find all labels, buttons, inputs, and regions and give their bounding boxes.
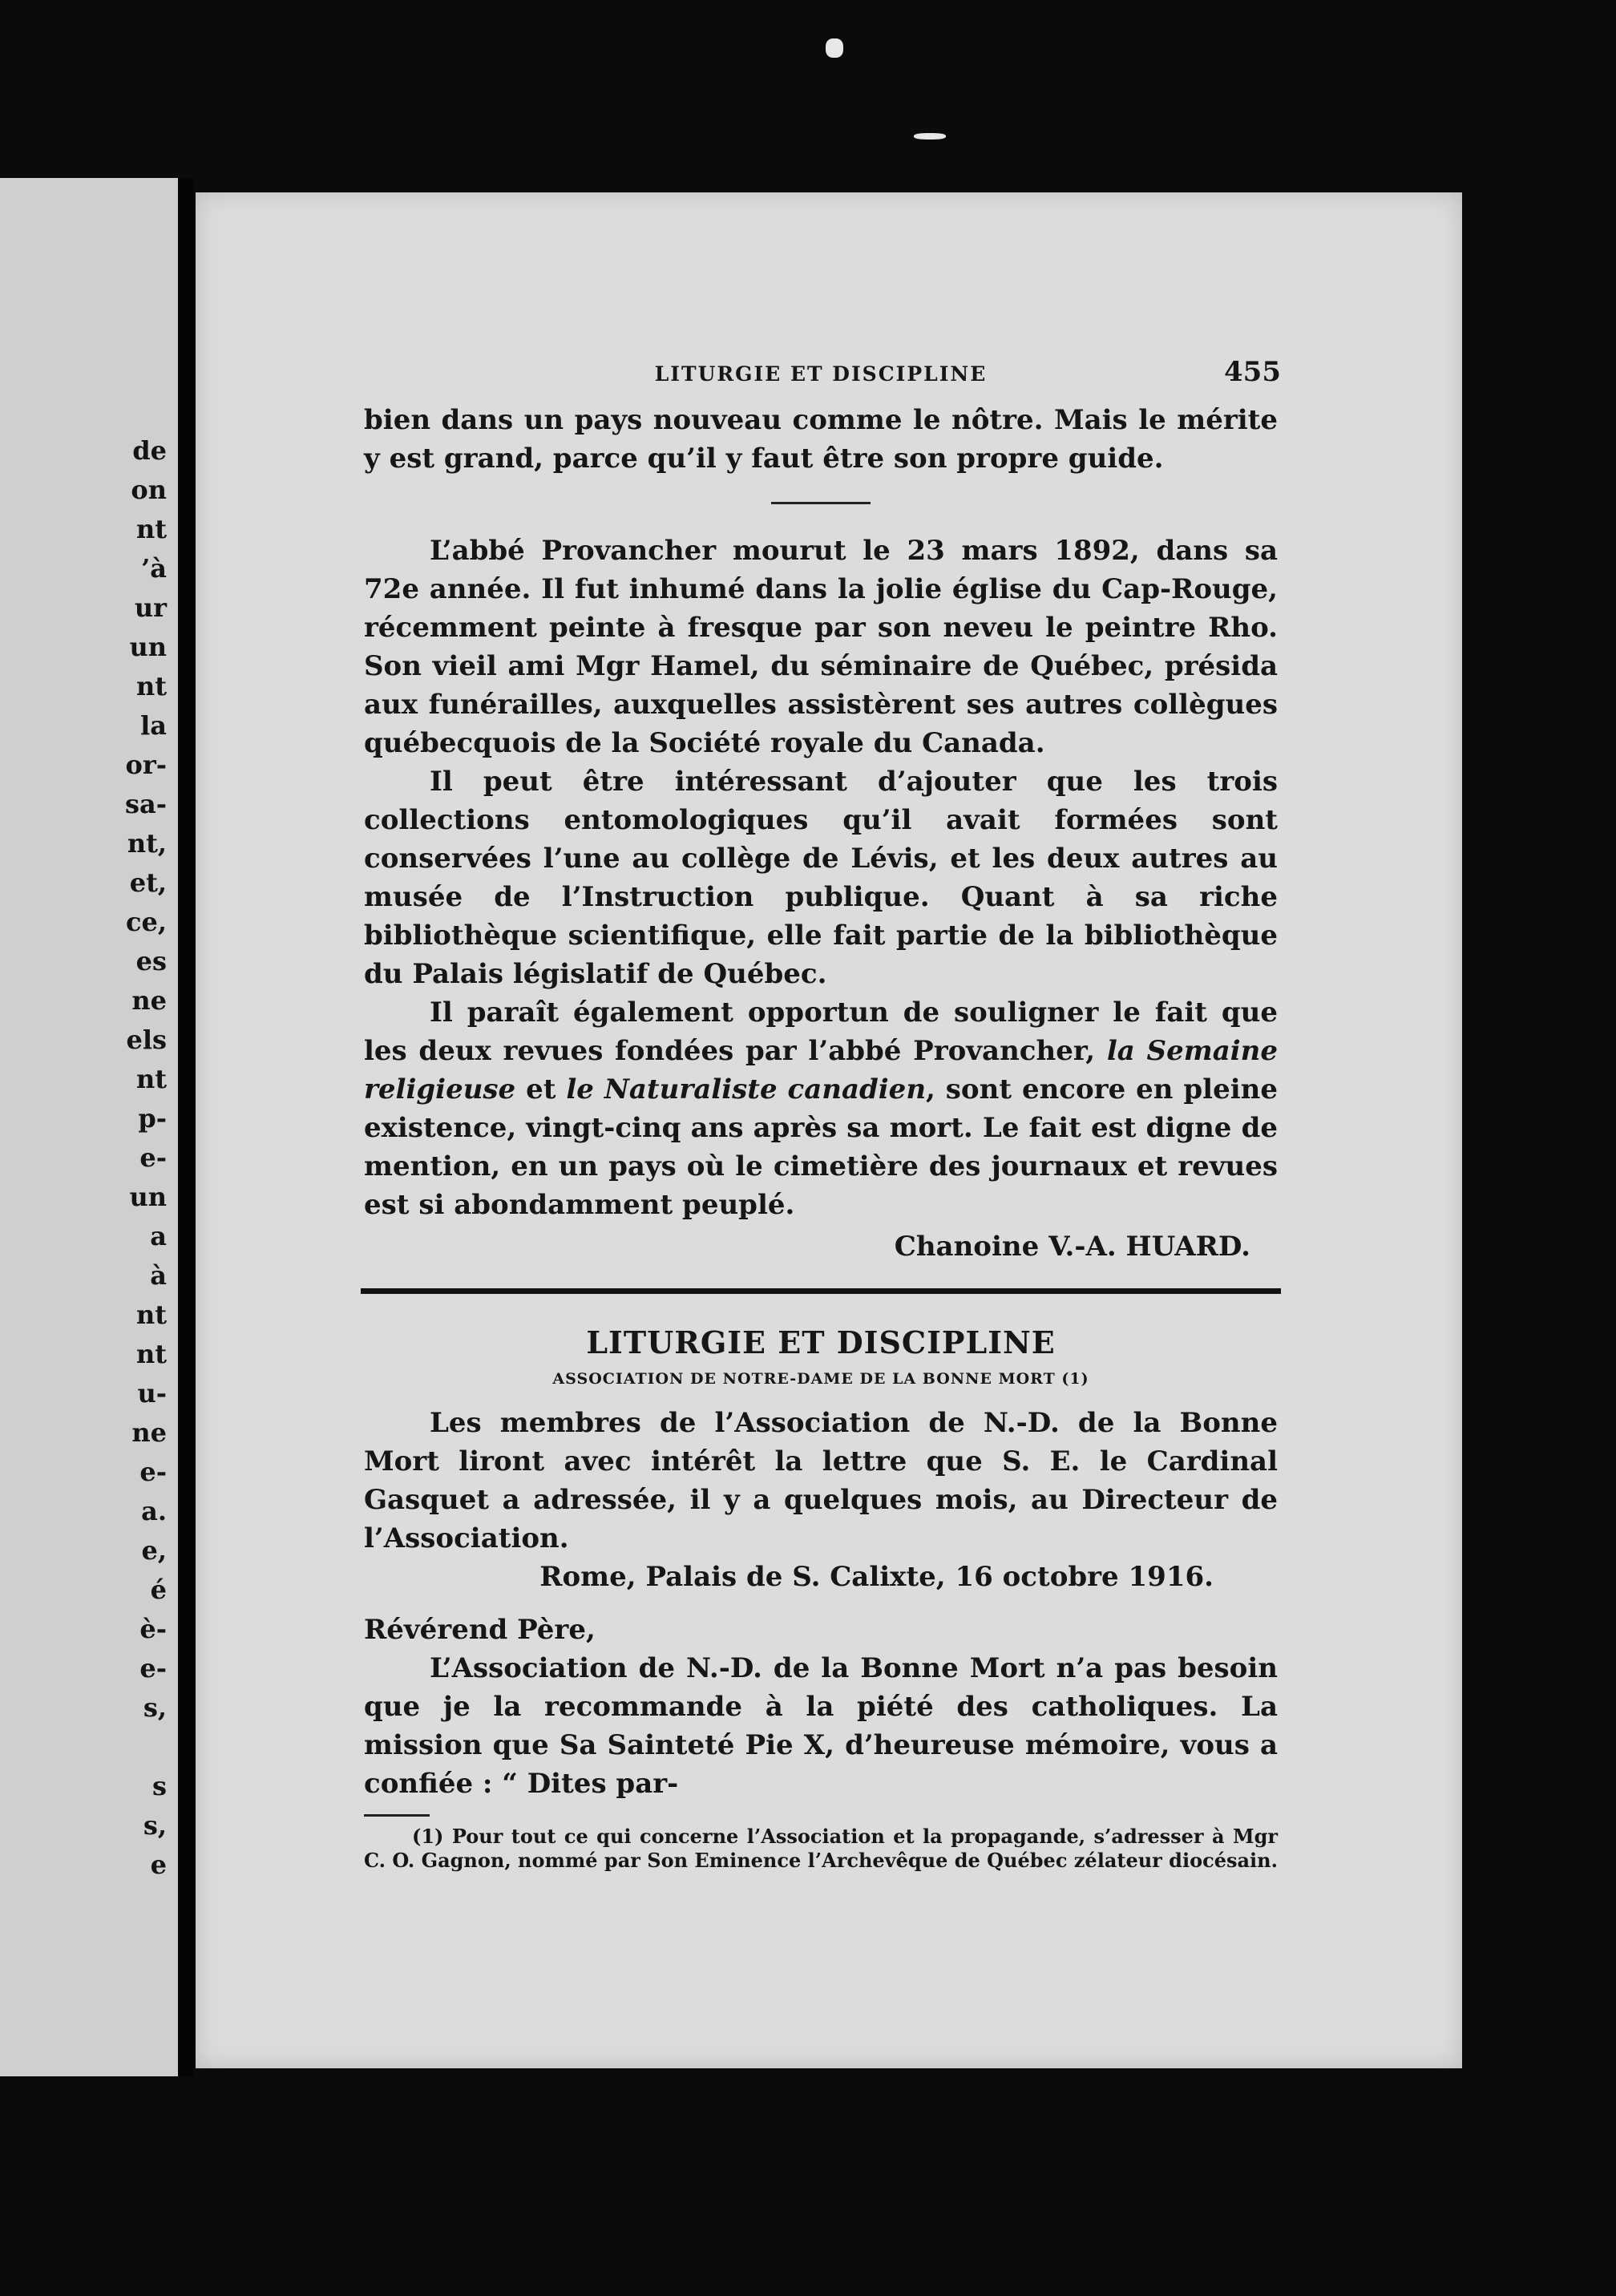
left-page-fragment: s, <box>143 1810 167 1841</box>
left-page-fragment: la <box>140 710 167 741</box>
footnote <box>364 1825 1278 1873</box>
left-page-fragment: a <box>150 1221 167 1251</box>
left-page-fragment: ur <box>134 592 167 623</box>
section-title: LITURGIE ET DISCIPLINE <box>586 1324 1056 1360</box>
paragraph-intro: Les membres de l’Association de N.-D. de la Bonne Mort liront avec intérêt la lettre que S. E. le Cardinal Gasquet a adressée, il y a quelques mois, au Directeur de l’Association. <box>364 1407 1278 1554</box>
paragraph-continued: bien dans un pays nouveau comme le nôtre. Mais le mérite y est grand, parce qu’il y faut être son propre guide. <box>364 404 1278 475</box>
left-page-fragment: et, <box>129 867 167 898</box>
left-page-fragment: e- <box>139 1142 167 1173</box>
footnote-text: (1) Pour tout ce qui concerne l’Association et la propagande, s’adresser à Mgr C. O. Gagnon, nommé par Son Eminence l’Archevêque de Québec zélateur diocésain. <box>364 1825 1278 1872</box>
running-head <box>364 353 1281 401</box>
left-page-fragment: à <box>150 1260 167 1291</box>
letter-dateline: Rome, Palais de S. Calixte, 16 octobre 1916. <box>539 1561 1214 1593</box>
left-page-fragment: ne <box>131 985 167 1016</box>
left-page-fragment: e, <box>141 1535 167 1566</box>
left-page-fragment: nt <box>135 671 167 701</box>
paragraph-collections: Il peut être intéressant d’ajouter que les trois collections entomologiques qu’il avait formées sont conservées l’une au collège de Lévis, et les deux autres au musée de l’Instruction publique. Quant à sa riche bibliothèque scientifique, elle fait partie de la bibliothèque du Palais législatif de Québec. <box>364 766 1278 990</box>
left-page-fragment: ce, <box>126 907 167 937</box>
section-divider <box>771 502 871 504</box>
left-page-fragment: nt <box>135 514 167 544</box>
paragraph-letter: L’Association de N.-D. de la Bonne Mort n’a pas besoin que je la recommande à la piété des catholiques. La mission que Sa Sainteté Pie X, d’heureuse mémoire, vous a confiée : “ Dites par- <box>364 1652 1278 1800</box>
left-page-fragment: nt <box>135 1300 167 1330</box>
revue-title-semaine: la Semaine religieuse <box>364 1035 1278 1106</box>
page-content <box>364 353 1281 1873</box>
left-page-fragment: ne <box>131 1417 167 1448</box>
left-page-fragment: e- <box>139 1653 167 1684</box>
left-page-fragment: sa- <box>124 789 167 819</box>
article-separator-rule <box>361 1288 1281 1294</box>
left-page-fragment: un <box>129 632 167 662</box>
scan-speck <box>914 133 946 139</box>
page-number: 455 <box>1224 356 1281 388</box>
left-page-fragment: é <box>150 1574 167 1605</box>
revues-text-after: , sont encore en pleine existence, vingt-cinq ans après sa mort. Le fait est digne de mention, en un pays où le cimetière des journaux et revues est si abondamment peuplé. <box>364 1073 1278 1221</box>
left-page-fragment: a. <box>141 1496 167 1526</box>
left-page-fragment: e <box>150 1849 167 1880</box>
left-page-fragment: e- <box>139 1457 167 1487</box>
left-page-fragment: s <box>152 1771 167 1801</box>
left-page-fragment: nt, <box>127 828 167 859</box>
running-title: LITURGIE ET DISCIPLINE <box>654 362 988 386</box>
book-gutter <box>178 178 194 2076</box>
scan-speck <box>826 38 843 58</box>
author-signature: Chanoine V.-A. HUARD. <box>894 1231 1250 1263</box>
revues-text-middle: et <box>515 1073 567 1106</box>
revue-title-naturaliste: le Naturaliste canadien <box>566 1073 927 1106</box>
revues-text-before: Il paraît également opportun de souligner le fait que les deux revues fondées par l’abbé Provancher, <box>364 996 1278 1067</box>
book-page <box>196 192 1462 2068</box>
left-page-fragment: nt <box>135 1339 167 1369</box>
left-page-fragment: els <box>126 1025 167 1055</box>
left-page-fragment: nt <box>135 1064 167 1094</box>
letter-salutation: Révérend Père, <box>364 1614 596 1646</box>
left-page-fragment: p- <box>138 1103 167 1134</box>
left-page-fragment: de <box>132 435 167 466</box>
left-page-fragment: or- <box>125 750 167 780</box>
left-page-fragment: s, <box>143 1692 167 1723</box>
paragraph-revues <box>364 993 1278 1224</box>
left-page-fragment: es <box>135 946 167 976</box>
left-page-fragment: on <box>131 475 167 505</box>
left-page-fragment: u- <box>137 1378 167 1409</box>
left-page-fragment: un <box>129 1182 167 1212</box>
left-page-fragment: è- <box>139 1614 167 1644</box>
section-subtitle: ASSOCIATION DE NOTRE-DAME DE LA BONNE MORT (1) <box>552 1370 1089 1388</box>
paragraph-death: L’abbé Provancher mourut le 23 mars 1892, dans sa 72e année. Il fut inhumé dans la jolie église du Cap-Rouge, récemment peinte à fresque par son neveu le peintre Rho. Son vieil ami Mgr Hamel, du séminaire de Québec, présida aux funérailles, auxquelles assistèrent ses autres collègues québecquois de la Société royale du Canada. <box>364 535 1278 759</box>
footnote-rule <box>364 1814 430 1817</box>
left-page-fragment: ’à <box>141 553 167 584</box>
